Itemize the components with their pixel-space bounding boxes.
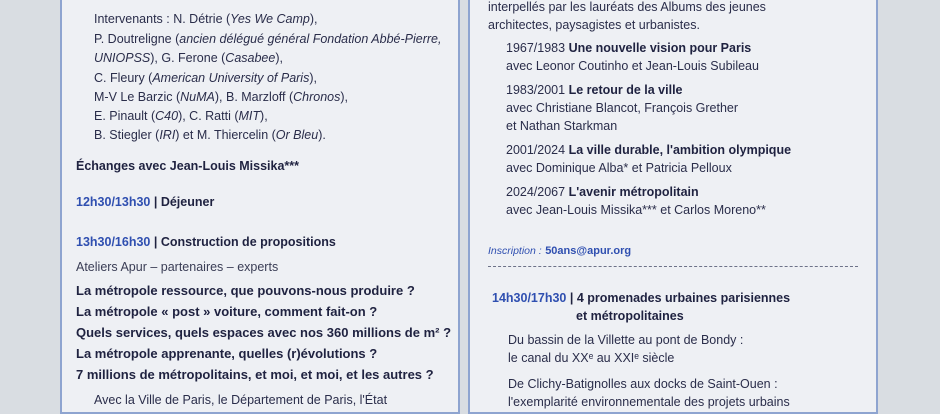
exchange-heading: Échanges avec Jean-Louis Missika***: [76, 159, 300, 173]
speaker-line-1: Intervenants : N. Détrie (Yes We Camp),: [94, 12, 318, 26]
period-3-title: 2001/2024 La ville durable, l'ambition olympique: [506, 143, 792, 157]
walk-2-line-2: l'exemplarité environnementale des projets urbains: [508, 395, 790, 409]
workshop-row: 13h30/16h30 | Construction de propositions: [76, 235, 336, 249]
question-3: Quels services, quels espaces avec nos 360 millions de m² ?: [76, 325, 452, 340]
period-2-title: 1983/2001 Le retour de la ville: [506, 83, 683, 97]
period-2-line-1: avec Christiane Blancot, François Grether: [506, 101, 739, 115]
speaker-line-4: C. Fleury (American University of Paris),: [94, 71, 317, 85]
workshop-subtitle: Ateliers Apur – partenaires – experts: [76, 260, 279, 274]
intro-line-1: interpellés par les lauréats des Albums des jeunes: [488, 0, 766, 14]
inscription-email-link[interactable]: 50ans@apur.org: [545, 245, 632, 257]
right-program-panel: [468, 0, 878, 414]
question-2: La métropole « post » voiture, comment fait-on ?: [76, 304, 378, 319]
lunch-row: 12h30/13h30 | Déjeuner: [76, 195, 215, 209]
walk-2-line-1: De Clichy-Batignolles aux docks de Saint-Ouen :: [508, 377, 778, 391]
period-1-line-1: avec Leonor Coutinho et Jean-Louis Subileau: [506, 59, 759, 73]
period-4-line-1: avec Jean-Louis Missika*** et Carlos Moreno**: [506, 203, 766, 217]
walks-heading-row: 14h30/17h30 | 4 promenades urbaines parisiennes: [492, 291, 791, 305]
inscription-row: Inscription : 50ans@apur.org: [488, 245, 632, 257]
dashed-separator: [488, 266, 858, 267]
speaker-line-6: E. Pinault (C40), C. Ratti (MIT),: [94, 109, 268, 123]
question-4: La métropole apprenante, quelles (r)évolutions ?: [76, 346, 378, 361]
question-5: 7 millions de métropolitains, et moi, et moi, et les autres ?: [76, 367, 434, 382]
period-3-line-1: avec Dominique Alba* et Patricia Pelloux: [506, 161, 732, 175]
walk-1-line-2: le canal du XXᵉ au XXIᵉ siècle: [508, 351, 675, 365]
question-1: La métropole ressource, que pouvons-nous produire ?: [76, 283, 415, 298]
period-1-title: 1967/1983 Une nouvelle vision pour Paris: [506, 41, 752, 55]
speaker-line-2: P. Doutreligne (ancien délégué général Fondation Abbé-Pierre,: [94, 32, 442, 46]
speaker-line-5: M-V Le Barzic (NuMA), B. Marzloff (Chronos),: [94, 90, 349, 104]
walk-1-line-1: Du bassin de la Villette au pont de Bondy :: [508, 333, 744, 347]
period-2-line-2: et Nathan Starkman: [506, 119, 618, 133]
period-4-title: 2024/2067 L'avenir métropolitain: [506, 185, 699, 199]
intro-line-2: architectes, paysagistes et urbanistes.: [488, 18, 700, 32]
cut-off-line: Avec la Ville de Paris, le Département de Paris, l'État: [94, 393, 388, 407]
walks-heading-line-2: et métropolitaines: [576, 309, 684, 323]
speaker-line-7: B. Stiegler (IRI) et M. Thiercelin (Or Bleu).: [94, 128, 326, 142]
left-program-panel: [60, 0, 460, 414]
speaker-line-3: UNIOPSS), G. Ferone (Casabee),: [94, 51, 283, 65]
